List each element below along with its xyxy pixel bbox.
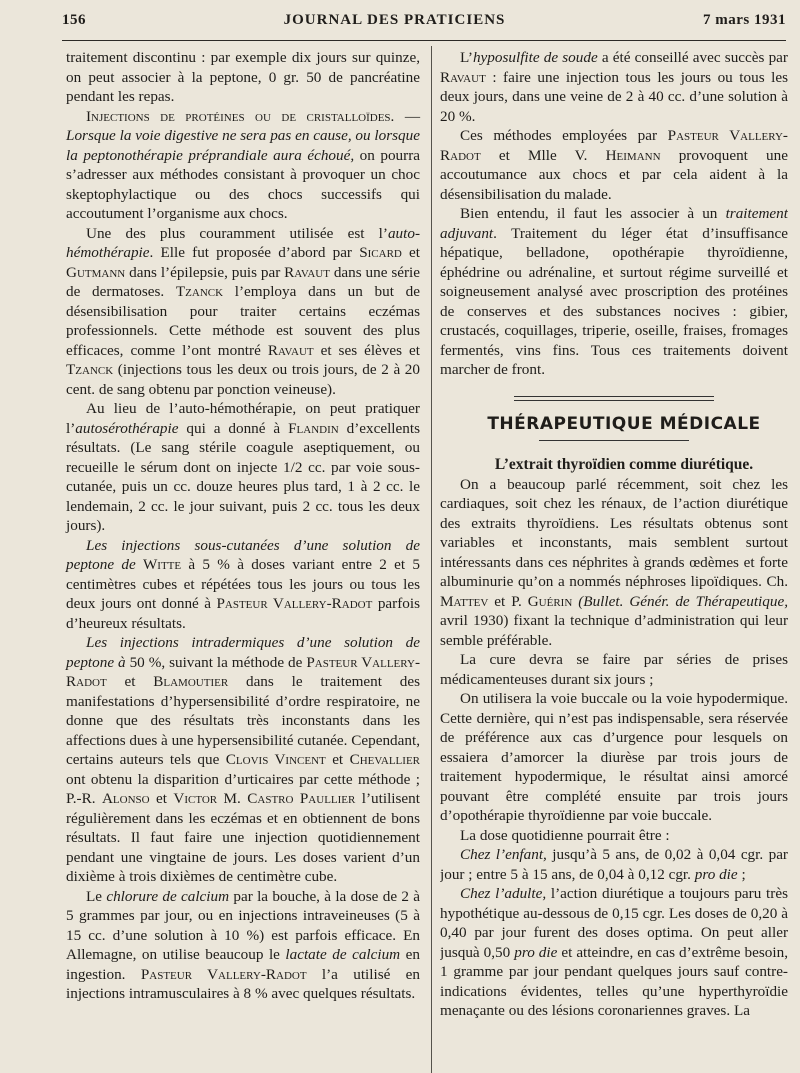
paragraph: La cure devra se faire par séries de prises médicamenteuses durant six jours ; xyxy=(440,651,788,688)
paragraph: Chez l’adulte, l’action diurétique a toujours paru très hypothétique au-dessous de 0,15 cgr. Les doses de 0,20 à 0,40 par jour furent des doses optima. On peut aller jusquà 0,50 pro die et atteindre, en cas d’extrême besoin, 1 gramme par jour pendant quelques jours sauf contre-indications évidentes, telles qu’une hyperthyroïdie menaçante ou des lésions coronariennes graves. La xyxy=(440,885,788,1019)
running-header xyxy=(62,12,786,38)
heading-rule xyxy=(539,440,689,441)
right-column-top xyxy=(440,48,788,380)
paragraph: Bien entendu, il faut les associer à un traitement adjuvant. Traitement du léger état d’insuffisance hépatique, belladone, opothérapie thyroïdienne, éphédrine ou adrénaline, et surtout régime surveillé et soigneusement analysé avec proscription des protéines de conserves et des substances nocives : gibier, crustacés, coquillages, triperie, oseille, fraises, fromages fermentés, vins fins. Tous ces traitements doivent marcher de front. xyxy=(440,205,788,378)
paragraph: Les injections intradermiques d’une solution de peptone à 50 %, suivant la méthode de Pasteur Vallery-Radot et Blamoutier dans le traitement des manifestations d’hypersensibilité d’ordre respiratoire, ne donne que des résultats très inconstants dans les affections dues à une hypersensibilité cutanée. Cependant, certains auteurs tels que Clovis Vincent et Chevallier ont obtenu la disparition d’urticaires par cette méthode ; P.-R. Alonso et Victor M. Castro Paullier l’utilisent régulièrement dans les eczémas et en obtiennent de bons résultats. Il faut faire une injection quotidiennement pendant une vingtaine de jours. Les doses varient d’un dixième à trois dixièmes de centimètre cube. xyxy=(66,634,421,885)
paragraph: Ces méthodes employées par Pasteur Vallery-Radot et Mlle V. Heimann provoquent une accoutumance aux chocs et par cela aident à la désensibilisation du malade. xyxy=(440,127,788,203)
paragraph: Injections de protéines ou de cristalloïdes. — Lorsque la voie digestive ne sera pas en cause, ou lorsque la peptonothérapie préprandiale aura échoué, on pourra s’adresser aux méthodes consistant à provoquer un choc skeptophylactique ou des chocs successifs qui accoutument l’organisme aux chocs. xyxy=(66,107,421,222)
section-heading: THÉRAPEUTIQUE MÉDICALE xyxy=(487,413,761,434)
paragraph: Le chlorure de calcium par la bouche, à la dose de 2 à 5 grammes par jour, ou en injections intraveineuses (5 à 15 cc. d’une solution à 10 %) est parfois efficace. En Allemagne, on utilise beaucoup le lactate de calcium en ingestion. Pasteur Vallery-Radot l’a utilisé en injections intramusculaires à 8 % avec quelques résultats. xyxy=(66,887,421,1002)
paragraph: L’hyposulfite de soude a été conseillé avec succès par Ravaut : faire une injection tous les jours ou tous les deux jours, dans une veine de 2 à 40 cc. d’une solution à 20 %. xyxy=(440,49,788,125)
paragraph: On utilisera la voie buccale ou la voie hypodermique. Cette dernière, qui n’est pas indispensable, sera réservée de préférence aux cas d’urgence pour lesquels on essaiera d’amorcer la diurèse par trois jours de traitement hypodermique, le résultat ainsi amorcé pouvant être complété ensuite par trois jours d’opothérapie thyroïdienne par voie buccale. xyxy=(440,690,788,824)
column-divider xyxy=(431,46,432,1073)
paragraph: Chez l’enfant, jusqu’à 5 ans, de 0,02 à 0,04 cgr. par jour ; entre 5 à 15 ans, de 0,04 à 0,12 cgr. pro die ; xyxy=(440,846,788,883)
paragraph: On a beaucoup parlé récemment, soit chez les cardiaques, soit chez les rénaux, de l’action diurétique des extraits thyroïdiens. Les résultats obtenus sont variables et inconstants, mais semblent surtout intéressants dans ces néphrites à grands œdèmes et forte albuminurie qu’on a nommés néphroses lipoïdiques. Ch. Mattev et P. Guérin (Bullet. Génér. de Thérapeutique, avril 1930) fixant la technique d’administration qui leur semble préférable. xyxy=(440,475,788,649)
article-body xyxy=(440,475,788,1021)
section-separator xyxy=(514,396,714,401)
paragraph: traitement discontinu : par exemple dix jours sur quinze, on peut associer à la peptone, 0 gr. 50 de pancréatine pendant les repas. xyxy=(66,49,420,105)
paragraph: Les injections sous-cutanées d’une solution de peptone de Witte à 5 % à doses variant entre 2 et 5 centimètres cubes et répétées tous les jours ou tous les deux jours ont donné à Pasteur Vallery-Radot parfois d’heureux résultats. xyxy=(66,536,420,632)
paragraph: Une des plus couramment utilisée est l’auto-hémothérapie. Elle fut proposée d’abord par Sicard et Gutmann dans l’épilepsie, puis par Ravaut dans une série de dermatoses. Tzanck l’employa dans un but de désensibilisation pour traiter certains eczémas professionnels. Cette méthode est souvent des plus efficaces, comme l’ont montré Ravaut et ses élèves et Tzanck (injections tous les deux ou trois jours, de 2 à 20 cent. de sang obtenu par ponction veineuse). xyxy=(66,224,421,398)
issue-date: 7 mars 1931 xyxy=(702,12,786,28)
paragraph: La dose quotidienne pourrait être : xyxy=(460,826,670,844)
paragraph: Au lieu de l’auto-hémothérapie, on peut pratiquer l’autosérothérapie qui a donné à Flandin d’excellents résultats. (Le sang stérile coagule aseptiquement, ou recueille le sérum dont on injecte 1/2 cc. par voie sous-cutanée, puis un cc. douze heures plus tard, 1 à 2 cc. le lendemain, 2 cc. le jour suivant, puis 2 cc. tous les deux jours). xyxy=(66,400,420,534)
article-title: L’extrait thyroïdien comme diurétique. xyxy=(494,456,754,473)
header-rule xyxy=(62,40,786,41)
left-column xyxy=(66,48,420,1004)
journal-title: JOURNAL DES PRATICIENS xyxy=(283,12,506,28)
page-number: 156 xyxy=(62,12,86,28)
right-column xyxy=(440,48,788,1021)
